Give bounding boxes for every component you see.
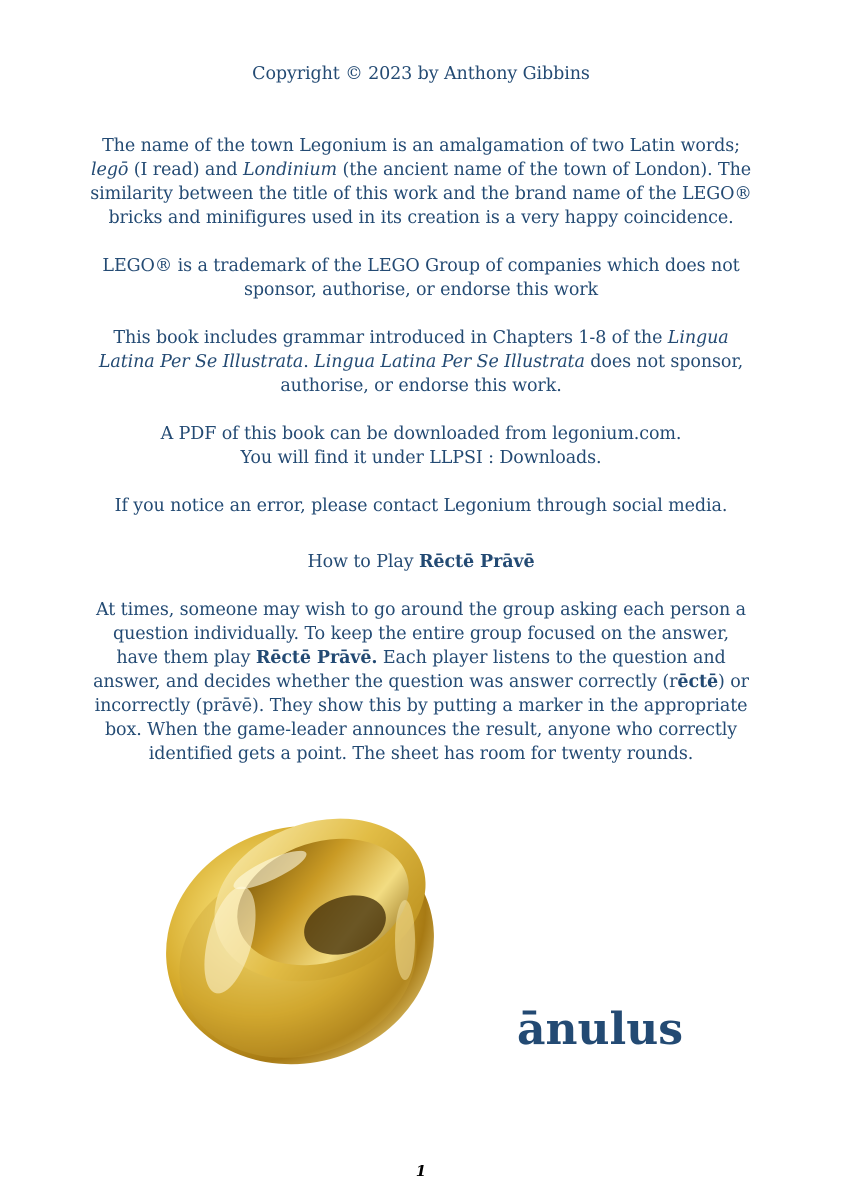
book-title-fragment: Latina Per Se Illustrata: [98, 352, 304, 372]
grammar-text: does not sponsor,: [584, 352, 744, 372]
lego-latin-word: legō: [90, 160, 129, 180]
how-to-play-prefix: How to Play: [307, 552, 419, 572]
book-title: Lingua Latina Per Se Illustrata: [314, 352, 585, 372]
instructions-line-6: box. When the game-leader announces the result, anyone who correctly: [104, 720, 738, 740]
instructions-line-3: [0, 646, 842, 670]
pdf-line-1: A PDF of this book can be downloaded from legonium.com.: [160, 424, 682, 444]
instructions-line-7: identified gets a point. The sheet has room for twenty rounds.: [148, 744, 694, 764]
grammar-line-1: [0, 326, 842, 350]
name-paragraph-line-1: The name of the town Legonium is an amalgamation of two Latin words;: [102, 136, 740, 156]
name-paragraph-text: (the ancient name of the town of London). The: [337, 160, 752, 180]
copyright-notice: Copyright © 2023 by Anthony Gibbins: [252, 64, 590, 84]
vocabulary-word: ānulus: [517, 1004, 683, 1055]
name-paragraph-line-2: [0, 158, 842, 182]
game-name-inline: Rēctē Prāvē.: [255, 648, 378, 668]
error-notice: If you notice an error, please contact Legonium through social media.: [114, 496, 728, 516]
gold-ring-image: [160, 790, 445, 1075]
instructions-line-2: question individually. To keep the entire group focused on the answer,: [113, 624, 729, 644]
grammar-line-3: authorise, or endorse this work.: [280, 376, 562, 396]
ring-icon: [160, 790, 445, 1075]
name-paragraph-line-4: bricks and minifigures used in its creation is a very happy coincidence.: [108, 208, 734, 228]
instructions-text: answer, and decides whether the question was answer correctly (r: [93, 672, 678, 692]
book-title-fragment: Lingua: [667, 328, 729, 348]
grammar-text: This book includes grammar introduced in Chapters 1-8 of the: [113, 328, 668, 348]
grammar-text: .: [303, 352, 315, 372]
name-paragraph-line-3: similarity between the title of this work and the brand name of the LEGO®: [90, 184, 752, 204]
how-to-play-heading: [0, 550, 842, 574]
instructions-line-4: [0, 670, 842, 694]
recte-bold-fragment: ēctē: [677, 672, 719, 692]
instructions-text: ) or: [718, 672, 749, 692]
instructions-text: Each player listens to the question and: [377, 648, 726, 668]
trademark-line-1: LEGO® is a trademark of the LEGO Group of companies which does not: [102, 256, 740, 276]
trademark-line-2: sponsor, authorise, or endorse this work: [243, 280, 599, 300]
londinium-word: Londinium: [242, 160, 338, 180]
name-paragraph-text: (I read) and: [128, 160, 243, 180]
pdf-line-2: You will find it under LLPSI : Downloads.: [240, 448, 602, 468]
instructions-text: have them play: [116, 648, 256, 668]
page-number: 1: [415, 1162, 427, 1180]
grammar-line-2: [0, 350, 842, 374]
instructions-line-5: incorrectly (prāvē). They show this by putting a marker in the appropriate: [94, 696, 748, 716]
game-name: Rēctē Prāvē: [418, 552, 535, 572]
instructions-line-1: At times, someone may wish to go around the group asking each person a: [96, 600, 746, 620]
